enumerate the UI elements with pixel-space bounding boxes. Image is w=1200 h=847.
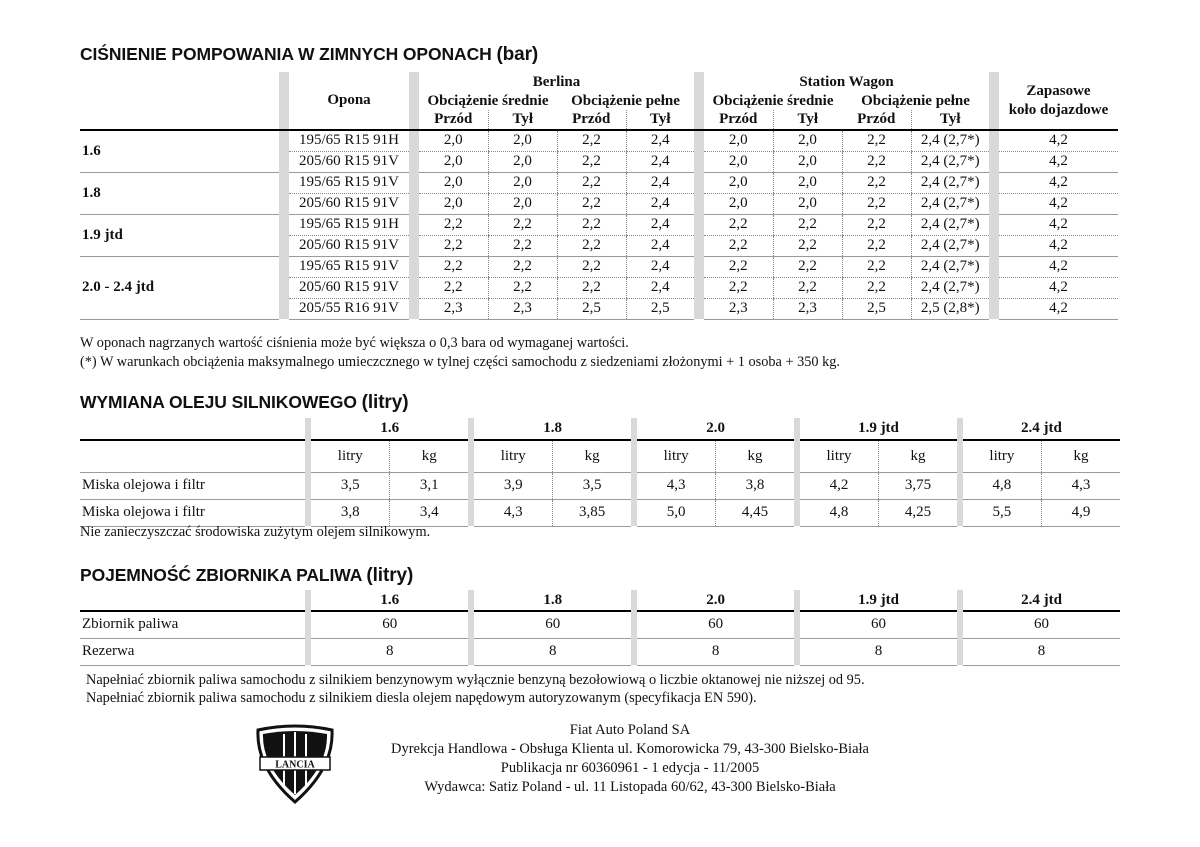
oil-engine-header: 2.0 bbox=[637, 418, 794, 440]
col-header-station-wagon: Station Wagon bbox=[799, 73, 894, 90]
pressure-value: 2,2 bbox=[842, 172, 911, 193]
pressure-value: 2,3 bbox=[773, 298, 842, 319]
pressure-value: 2,0 bbox=[488, 193, 557, 214]
pressure-value: 2,2 bbox=[704, 235, 773, 256]
engine-label: 1.9 jtd bbox=[80, 214, 279, 256]
pressure-value: 2,4 (2,7*) bbox=[911, 130, 989, 151]
pressure-value: 2,2 bbox=[557, 235, 626, 256]
oil-value: 4,8 bbox=[800, 499, 878, 526]
tire-note-1: W oponach nagrzanych wartość ciśnienia może być większa o 0,3 bara od wymaganej wartości. bbox=[80, 335, 629, 351]
unit-kg: kg bbox=[553, 440, 631, 472]
oil-value: 5,0 bbox=[637, 499, 715, 526]
fuel-note-2: Napełniać zbiornik paliwa samochodu z silnikiem diesla olejem napędowym autoryzowanym (specyfikacja EN 590). bbox=[86, 690, 757, 706]
pressure-value: 2,4 (2,7*) bbox=[911, 172, 989, 193]
fuel-value: 60 bbox=[474, 611, 631, 638]
oil-value: 3,8 bbox=[311, 499, 389, 526]
pressure-value: 2,0 bbox=[704, 172, 773, 193]
pressure-value: 2,2 bbox=[419, 277, 488, 298]
pressure-value: 2,2 bbox=[773, 256, 842, 277]
fuel-row bbox=[80, 611, 1120, 638]
pressure-value: 2,0 bbox=[419, 172, 488, 193]
pressure-value: 2,4 bbox=[626, 256, 694, 277]
pressure-value: 2,5 (2,8*) bbox=[911, 298, 989, 319]
unit-litry: litry bbox=[963, 440, 1041, 472]
tire-size: 195/65 R15 91V bbox=[289, 172, 409, 193]
tire-size: 195/65 R15 91H bbox=[289, 214, 409, 235]
pressure-value: 2,2 bbox=[704, 256, 773, 277]
pressure-value: 2,4 bbox=[626, 172, 694, 193]
pressure-value: 2,0 bbox=[419, 130, 488, 151]
fuel-value: 8 bbox=[474, 638, 631, 665]
spare-pressure-value: 4,2 bbox=[999, 277, 1118, 298]
oil-row-label: Miska olejowa i filtr bbox=[80, 472, 305, 499]
tire-size: 205/60 R15 91V bbox=[289, 193, 409, 214]
fuel-engine-header: 2.0 bbox=[637, 590, 794, 611]
oil-value: 3,4 bbox=[390, 499, 468, 526]
fuel-value: 60 bbox=[963, 611, 1120, 638]
footer-line-1: Fiat Auto Poland SA bbox=[569, 722, 691, 738]
tire-size: 195/65 R15 91V bbox=[289, 256, 409, 277]
fuel-value: 8 bbox=[637, 638, 794, 665]
oil-value: 3,5 bbox=[553, 472, 631, 499]
oil-table bbox=[80, 418, 1120, 527]
pressure-value: 2,0 bbox=[773, 193, 842, 214]
pressure-value: 2,4 bbox=[626, 214, 694, 235]
spare-pressure-value: 4,2 bbox=[999, 151, 1118, 172]
pressure-value: 2,2 bbox=[773, 214, 842, 235]
oil-value: 4,45 bbox=[716, 499, 794, 526]
oil-value: 5,5 bbox=[963, 499, 1041, 526]
publisher-info bbox=[360, 721, 900, 797]
tire-size: 205/55 R16 91V bbox=[289, 298, 409, 319]
pressure-value: 2,2 bbox=[842, 151, 911, 172]
tire-size: 205/60 R15 91V bbox=[289, 235, 409, 256]
oil-value: 4,25 bbox=[878, 499, 956, 526]
unit-kg: kg bbox=[878, 440, 956, 472]
tire-size: 195/65 R15 91H bbox=[289, 130, 409, 151]
pressure-value: 2,4 (2,7*) bbox=[911, 151, 989, 172]
pressure-value: 2,2 bbox=[842, 256, 911, 277]
pressure-value: 2,3 bbox=[488, 298, 557, 319]
col-header-opona: Opona bbox=[289, 72, 409, 130]
pressure-value: 2,0 bbox=[704, 193, 773, 214]
wagon-medium-load: Obciążenie średnie bbox=[712, 92, 834, 109]
pressure-value: 2,2 bbox=[557, 130, 626, 151]
spare-pressure-value: 4,2 bbox=[999, 214, 1118, 235]
tire-row bbox=[80, 214, 1118, 235]
tire-note-2: (*) W warunkach obciążenia maksymalnego umieczcznego w tylnej części samochodu z siedzeniami złożonymi + 1 osoba + 350 kg. bbox=[80, 354, 840, 370]
pressure-value: 2,2 bbox=[842, 214, 911, 235]
fuel-title: POJEMNOŚĆ ZBIORNIKA PALIWA (litry) bbox=[80, 565, 414, 586]
oil-value: 4,8 bbox=[963, 472, 1041, 499]
unit-litry: litry bbox=[637, 440, 715, 472]
tire-row bbox=[80, 172, 1118, 193]
tire-pressure-table: Opona Berlina Station Wagon Zapasowe koło dojazdowe Obciążenie średnie Obciążenie pełne Obciążenie średnie Obciążenie pełne Przód Tył Przód Tył Przód Tył Przód Tył 1.6 195/65 R15 91H 2,0 2,0 2,2 2,4 2,0 2,0 2,2 2,4 (2,7*) 4,2 205/60 R15 91V 2,0 2,0 2,2 2,4 2,0 2,0 2,2 2,4 (2,7*) 4,2 1.8 195/65 R15 91V 2,0 2,0 2,2 2,4 2,0 2,0 2,2 2,4 (2,7*) 4,2 205/60 R15 91V 2,0 2,0 2,2 2,4 2,0 2,0 2,2 2,4 (2,7*) 4,2 1.9 jtd 195/65 R15 91H 2,2 2,2 2,2 2,4 2,2 2,2 2,2 2,4 (2,7*) 4,2 205/60 R15 91V 2,2 2,2 2,2 2,4 2,2 2,2 2,2 2,4 (2,7*) 4,2 2.0 - 2.4 jtd 195/65 R15 91V 2,2 2,2 2,2 2,4 2,2 2,2 2,2 2,4 (2,7*) 4,2 205/60 R15 91V 2,2 2,2 2,2 2,4 2,2 2,2 2,2 2,4 (2,7*) 4,2 205/55 R16 91V 2,3 2,3 2,5 2,5 2,3 2,3 2,5 2,5 (2,8*) 4,2 bbox=[80, 72, 1118, 320]
pressure-value: 2,2 bbox=[842, 193, 911, 214]
fuel-row bbox=[80, 638, 1120, 665]
berlina-medium-load: Obciążenie średnie bbox=[427, 92, 549, 109]
oil-value: 3,75 bbox=[878, 472, 956, 499]
pressure-value: 2,4 bbox=[626, 277, 694, 298]
wagon-full-load: Obciążenie pełne bbox=[861, 92, 970, 109]
pressure-value: 2,2 bbox=[419, 214, 488, 235]
fuel-value: 8 bbox=[800, 638, 957, 665]
oil-engine-header: 1.8 bbox=[474, 418, 631, 440]
engine-label: 1.8 bbox=[80, 172, 279, 214]
pressure-value: 2,4 bbox=[626, 130, 694, 151]
unit-kg: kg bbox=[390, 440, 468, 472]
col-header-spare: Zapasowe koło dojazdowe bbox=[999, 72, 1118, 130]
pressure-value: 2,5 bbox=[626, 298, 694, 319]
fuel-table bbox=[80, 590, 1120, 666]
unit-litry: litry bbox=[800, 440, 878, 472]
fuel-body bbox=[80, 611, 1120, 665]
pressure-value: 2,0 bbox=[488, 130, 557, 151]
pressure-value: 2,0 bbox=[704, 130, 773, 151]
pressure-value: 2,4 (2,7*) bbox=[911, 214, 989, 235]
spare-pressure-value: 4,2 bbox=[999, 256, 1118, 277]
pressure-value: 2,0 bbox=[419, 193, 488, 214]
oil-row bbox=[80, 499, 1120, 526]
fuel-value: 60 bbox=[311, 611, 468, 638]
oil-value: 3,5 bbox=[311, 472, 389, 499]
pressure-value: 2,0 bbox=[773, 151, 842, 172]
engine-label: 1.6 bbox=[80, 130, 279, 172]
fuel-engine-header: 1.9 jtd bbox=[800, 590, 957, 611]
pressure-value: 2,4 (2,7*) bbox=[911, 193, 989, 214]
oil-body bbox=[80, 472, 1120, 526]
pressure-value: 2,2 bbox=[704, 277, 773, 298]
oil-title: WYMIANA OLEJU SILNIKOWEGO (litry) bbox=[80, 392, 409, 413]
spare-pressure-value: 4,2 bbox=[999, 130, 1118, 151]
tire-row bbox=[80, 256, 1118, 277]
footer-line-4: Wydawca: Satiz Poland - ul. 11 Listopada 60/62, 43-300 Bielsko-Biała bbox=[424, 779, 836, 795]
oil-value: 3,9 bbox=[474, 472, 552, 499]
footer-line-3: Publikacja nr 60360961 - 1 edycja - 11/2005 bbox=[500, 760, 760, 776]
pressure-value: 2,2 bbox=[488, 256, 557, 277]
pressure-value: 2,2 bbox=[842, 130, 911, 151]
oil-row bbox=[80, 472, 1120, 499]
pressure-value: 2,5 bbox=[557, 298, 626, 319]
pressure-value: 2,2 bbox=[557, 214, 626, 235]
pressure-value: 2,2 bbox=[557, 151, 626, 172]
pressure-value: 2,5 bbox=[842, 298, 911, 319]
lancia-logo-icon bbox=[254, 724, 336, 804]
pressure-value: 2,3 bbox=[419, 298, 488, 319]
tire-size: 205/60 R15 91V bbox=[289, 151, 409, 172]
oil-value: 4,9 bbox=[1041, 499, 1120, 526]
pressure-value: 2,3 bbox=[704, 298, 773, 319]
spare-pressure-value: 4,2 bbox=[999, 193, 1118, 214]
pressure-value: 2,2 bbox=[557, 277, 626, 298]
pressure-value: 2,0 bbox=[704, 151, 773, 172]
fuel-engine-header: 1.6 bbox=[311, 590, 468, 611]
oil-value: 3,8 bbox=[716, 472, 794, 499]
oil-note: Nie zanieczyszczać środowiska zużytym olejem silnikowym. bbox=[80, 524, 431, 540]
pressure-value: 2,2 bbox=[773, 235, 842, 256]
tire-size: 205/60 R15 91V bbox=[289, 277, 409, 298]
oil-value: 4,3 bbox=[474, 499, 552, 526]
unit-litry: litry bbox=[311, 440, 389, 472]
pressure-value: 2,2 bbox=[488, 277, 557, 298]
fuel-value: 60 bbox=[637, 611, 794, 638]
pressure-value: 2,0 bbox=[488, 151, 557, 172]
berlina-full-load: Obciążenie pełne bbox=[571, 92, 680, 109]
tire-row bbox=[80, 130, 1118, 151]
pressure-value: 2,2 bbox=[842, 277, 911, 298]
pressure-value: 2,2 bbox=[488, 235, 557, 256]
pressure-value: 2,4 bbox=[626, 235, 694, 256]
logo-text: LANCIA bbox=[275, 759, 315, 771]
fuel-value: 8 bbox=[311, 638, 468, 665]
pressure-value: 2,2 bbox=[557, 172, 626, 193]
pressure-value: 2,0 bbox=[488, 172, 557, 193]
engine-label: 2.0 - 2.4 jtd bbox=[80, 256, 279, 319]
pressure-value: 2,0 bbox=[773, 130, 842, 151]
unit-kg: kg bbox=[716, 440, 794, 472]
oil-engine-header: 2.4 jtd bbox=[963, 418, 1120, 440]
oil-value: 4,2 bbox=[800, 472, 878, 499]
tire-pressure-body bbox=[80, 130, 1118, 319]
pressure-value: 2,2 bbox=[773, 277, 842, 298]
oil-value: 3,1 bbox=[390, 472, 468, 499]
pressure-value: 2,4 bbox=[626, 193, 694, 214]
tire-pressure-title: CIŚNIENIE POMPOWANIA W ZIMNYCH OPONACH (bar) bbox=[80, 44, 539, 65]
pressure-value: 2,2 bbox=[488, 214, 557, 235]
pressure-value: 2,4 bbox=[626, 151, 694, 172]
unit-litry: litry bbox=[474, 440, 552, 472]
pressure-value: 2,4 (2,7*) bbox=[911, 256, 989, 277]
pressure-value: 2,2 bbox=[419, 235, 488, 256]
fuel-row-label: Rezerwa bbox=[80, 638, 305, 665]
oil-engine-header: 1.6 bbox=[311, 418, 468, 440]
spare-pressure-value: 4,2 bbox=[999, 235, 1118, 256]
col-header-berlina: Berlina bbox=[532, 73, 581, 90]
oil-engine-header: 1.9 jtd bbox=[800, 418, 957, 440]
pressure-value: 2,0 bbox=[773, 172, 842, 193]
oil-value: 4,3 bbox=[637, 472, 715, 499]
fuel-engine-header: 2.4 jtd bbox=[963, 590, 1120, 611]
spare-pressure-value: 4,2 bbox=[999, 298, 1118, 319]
fuel-row-label: Zbiornik paliwa bbox=[80, 611, 305, 638]
footer-line-2: Dyrekcja Handlowa - Obsługa Klienta ul. Komorowicka 79, 43-300 Bielsko-Biała bbox=[391, 741, 869, 757]
pressure-value: 2,2 bbox=[704, 214, 773, 235]
fuel-engine-header: 1.8 bbox=[474, 590, 631, 611]
pressure-value: 2,2 bbox=[419, 256, 488, 277]
fuel-value: 60 bbox=[800, 611, 957, 638]
pressure-value: 2,4 (2,7*) bbox=[911, 277, 989, 298]
pressure-value: 2,2 bbox=[557, 256, 626, 277]
oil-row-label: Miska olejowa i filtr bbox=[80, 499, 305, 526]
fuel-value: 8 bbox=[963, 638, 1120, 665]
unit-kg: kg bbox=[1041, 440, 1120, 472]
fuel-note-1: Napełniać zbiornik paliwa samochodu z silnikiem benzynowym wyłącznie benzyną bezołowiową o liczbie oktanowej nie niższej od 95. bbox=[86, 672, 865, 688]
pressure-value: 2,2 bbox=[557, 193, 626, 214]
pressure-value: 2,0 bbox=[419, 151, 488, 172]
pressure-value: 2,4 (2,7*) bbox=[911, 235, 989, 256]
oil-value: 3,85 bbox=[553, 499, 631, 526]
oil-value: 4,3 bbox=[1041, 472, 1120, 499]
spare-pressure-value: 4,2 bbox=[999, 172, 1118, 193]
pressure-value: 2,2 bbox=[842, 235, 911, 256]
